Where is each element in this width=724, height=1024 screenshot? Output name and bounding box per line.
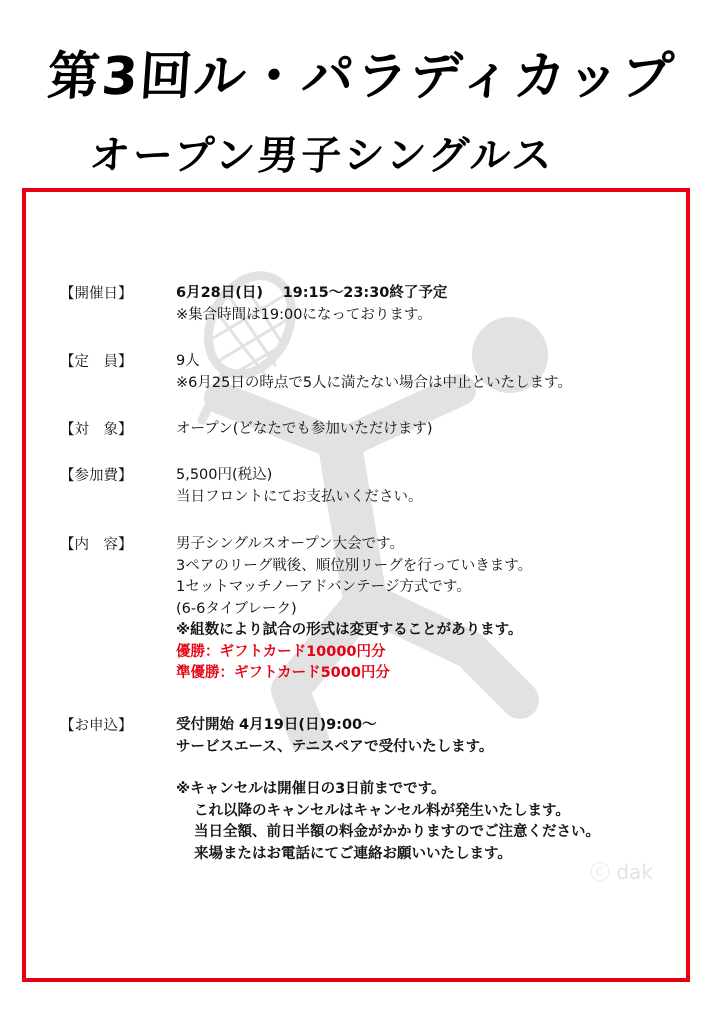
page-title: 第3回ル・パラディカップ bbox=[45, 47, 678, 107]
details-line-5: ※組数により試合の形式は変更することがあります。 bbox=[176, 622, 523, 638]
prize-runner-up: 準優勝：ギフトカード5000円分 bbox=[176, 665, 390, 681]
fee-note: 当日フロントにてお支払いください。 bbox=[176, 488, 423, 505]
target-main: オープン(どなたでも参加いただけます) bbox=[176, 421, 433, 437]
label-capacity: 【定 員】 bbox=[60, 354, 133, 370]
cancel-line-3: 当日全額、前日半額の料金がかかりますのでご注意ください。 bbox=[194, 824, 600, 840]
spacer bbox=[176, 758, 676, 779]
date-note: ※集合時間は19:00になっております。 bbox=[176, 306, 432, 323]
apply-line-2: サービスエース、テニスペアで受付いたします。 bbox=[176, 738, 494, 755]
label-apply: 【お申込】 bbox=[60, 718, 133, 734]
details-line-4: (6-6タイブレーク) bbox=[176, 600, 297, 617]
capacity-main: 9人 bbox=[176, 353, 200, 369]
details-line-3: 1セットマッチノーアドバンテージ方式です。 bbox=[176, 579, 471, 595]
details-line-1: 男子シングルスオープン大会です。 bbox=[176, 536, 405, 552]
prize-winner: 優勝：ギフトカード10000円分 bbox=[176, 643, 386, 660]
label-date: 【開催日】 bbox=[60, 286, 133, 302]
cancel-line-2: これ以降のキャンセルはキャンセル料が発生いたします。 bbox=[194, 802, 570, 819]
date-main: 6月28日(日) 19:15～23:30終了予定 bbox=[176, 285, 448, 301]
label-fee: 【参加費】 bbox=[60, 468, 133, 484]
fee-main: 5,500円(税込) bbox=[176, 467, 273, 483]
cancel-line-4: 来場またはお電話にてご連絡お願いいたします。 bbox=[194, 845, 512, 862]
details-line-2: 3ペアのリーグ戦後、順位別リーグを行っていきます。 bbox=[176, 557, 533, 574]
page-subtitle: オープン男子シングルス bbox=[88, 133, 557, 179]
apply-line-1: 受付開始 4月19日(日)9:00～ bbox=[176, 717, 377, 733]
label-details: 【内 容】 bbox=[60, 537, 133, 553]
watermark-credit: ⓒ dak bbox=[590, 860, 653, 884]
cancel-line-1: ※キャンセルは開催日の3日前までです。 bbox=[176, 781, 446, 797]
capacity-note: ※6月25日の時点で5人に満たない場合は中止といたします。 bbox=[176, 374, 572, 391]
label-target: 【対 象】 bbox=[60, 422, 133, 438]
